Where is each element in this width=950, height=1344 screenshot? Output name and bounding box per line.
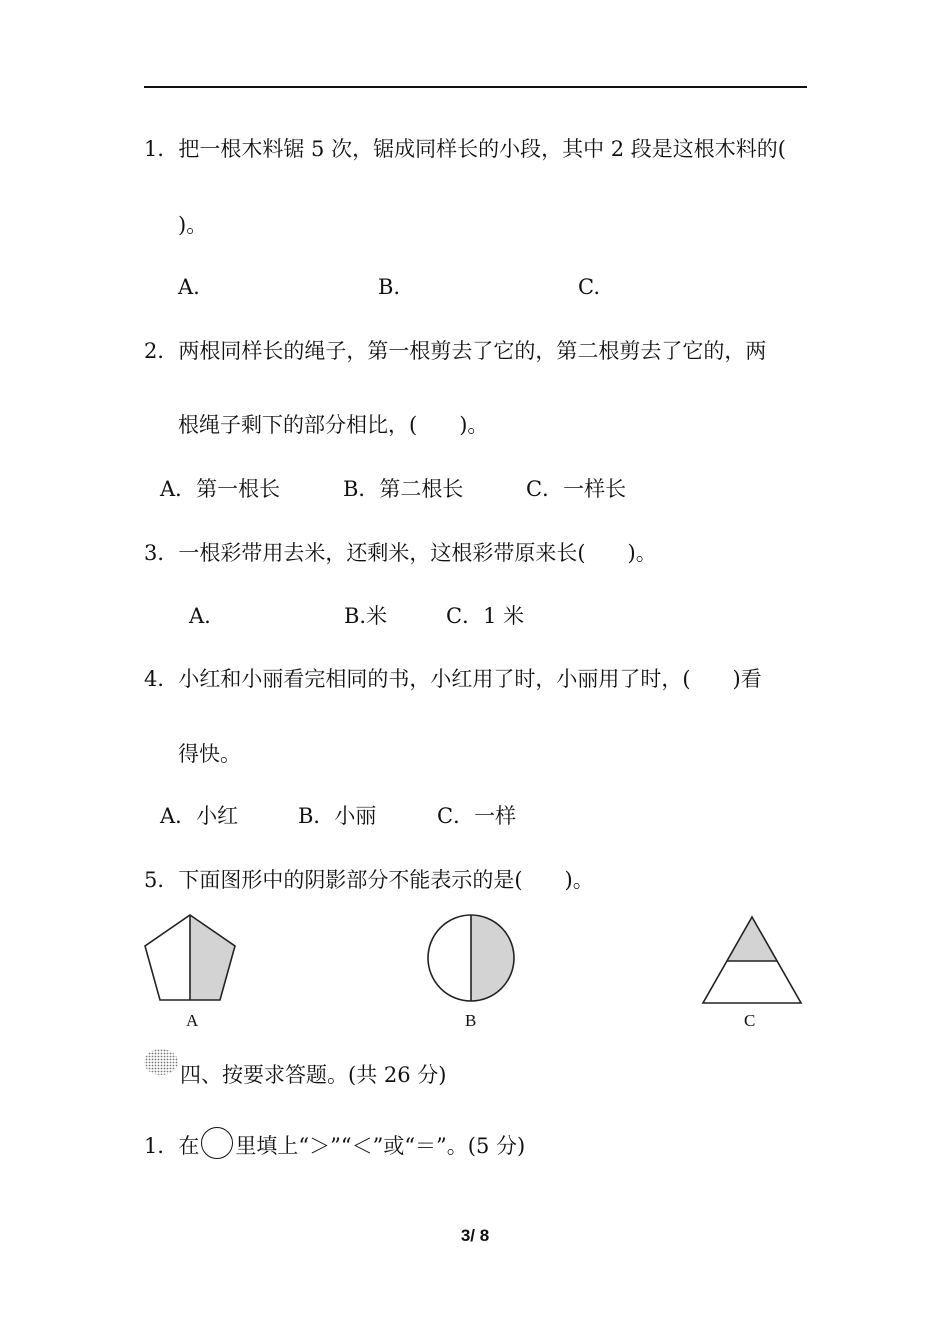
q1-line1: 1．把一根木料锯 5 次，锯成同样长的小段，其中 2 段是这根木料的( [144, 137, 786, 161]
q5-line1: 5．下面图形中的阴影部分不能表示的是( )。 [144, 868, 594, 892]
s4-q1-line [144, 1127, 525, 1159]
q4-line2: 得快。 [178, 742, 241, 766]
q4-option-a: A．小红 [160, 804, 239, 828]
q1-option-a: A. [178, 275, 200, 299]
page-number: 3/ 8 [460, 1226, 490, 1245]
circle-figure-b [424, 912, 518, 1004]
section-dotted-icon [142, 1046, 180, 1078]
q3-option-c: C．1 米 [446, 604, 525, 628]
figure-label-b: B [465, 1011, 477, 1030]
figure-label-a: A [186, 1011, 199, 1030]
q1-option-b: B. [378, 275, 401, 299]
section-4-title: 四、按要求答题。(共 26 分) [180, 1063, 447, 1087]
q2-option-c: C．一样长 [526, 477, 627, 501]
circle-shaded-half [471, 915, 514, 1001]
answer-circle-icon [201, 1127, 233, 1159]
q1-line2: )。 [178, 213, 208, 237]
q4-line1: 4．小红和小丽看完相同的书，小红用了时，小丽用了时，( )看 [144, 667, 762, 691]
q2-line2: 根绳子剩下的部分相比，( )。 [178, 413, 489, 437]
q1-option-c: C. [578, 275, 600, 299]
pentagon-shaded-half [190, 915, 235, 1000]
s4-q1-suffix: 里填上“＞”“＜”或“＝”。(5 分) [235, 1134, 526, 1158]
pentagon-figure-a [140, 912, 240, 1004]
q4-option-c: C．一样 [437, 804, 517, 828]
q2-option-b: B．第二根长 [343, 477, 464, 501]
s4-q1-prefix: 1．在 [144, 1134, 200, 1158]
q3-option-b: B.米 [344, 604, 388, 628]
q4-option-b: B．小丽 [298, 804, 377, 828]
q3-line1: 3．一根彩带用去米，还剩米，这根彩带原来长( )。 [144, 541, 657, 565]
triangle-shaded-top [727, 917, 777, 961]
header-rule [144, 86, 807, 88]
q2-line1: 2．两根同样长的绳子，第一根剪去了它的，第二根剪去了它的，两 [144, 339, 767, 363]
q3-option-a: A. [189, 604, 211, 628]
q2-option-a: A．第一根长 [160, 477, 281, 501]
triangle-figure-c [700, 914, 804, 1006]
figure-label-c: C [744, 1011, 756, 1030]
